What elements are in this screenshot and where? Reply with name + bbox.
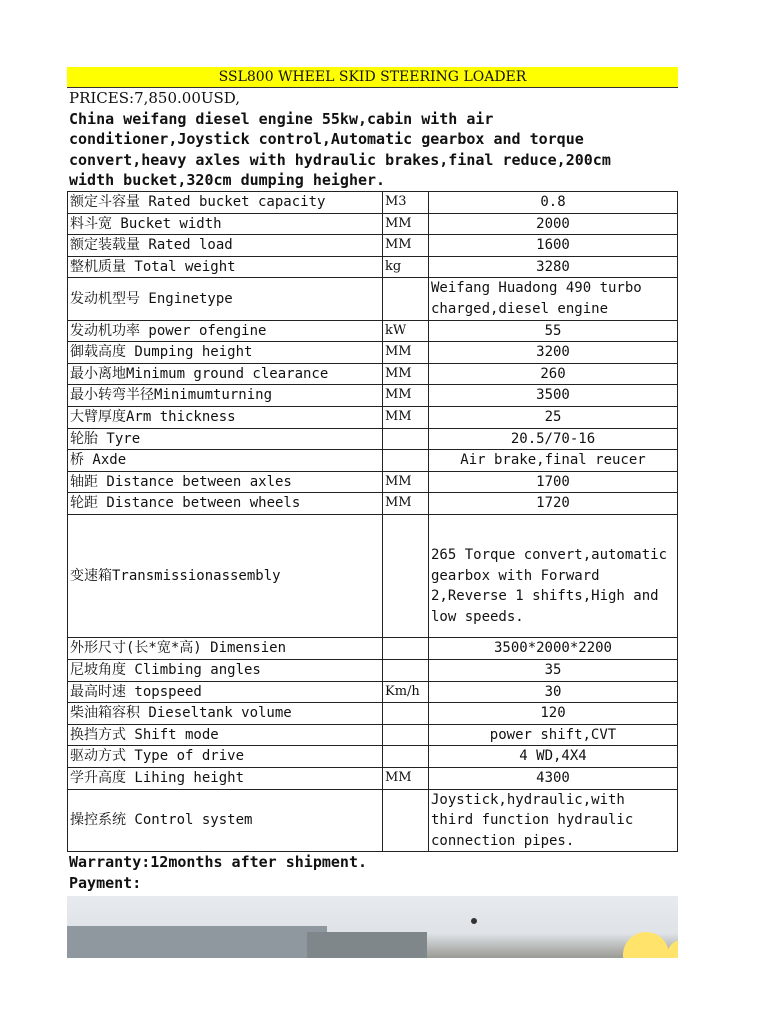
spec-value: 4300: [429, 768, 678, 790]
spec-unit: [383, 703, 429, 725]
spec-value: 20.5/70-16: [429, 428, 678, 450]
spec-unit: MM: [383, 385, 429, 407]
description-line: conditioner,Joystick control,Automatic gearbox and torque: [69, 130, 584, 149]
spec-unit: M3: [383, 191, 429, 213]
spec-row: [68, 428, 678, 450]
spec-value: 1720: [429, 493, 678, 515]
spec-name: 换挡方式 Shift mode: [68, 724, 383, 746]
spec-value: 1600: [429, 235, 678, 257]
spec-unit: MM: [383, 406, 429, 428]
spec-name: 发动机型号 Enginetype: [68, 278, 383, 320]
spec-unit: MM: [383, 471, 429, 493]
spec-unit: [383, 638, 429, 660]
spec-name: 学升高度 Lihing height: [68, 768, 383, 790]
spec-unit: [383, 789, 429, 852]
photo-balloon: [667, 940, 678, 958]
spec-unit: MM: [383, 493, 429, 515]
spec-name: 料斗宽 Bucket width: [68, 213, 383, 235]
spec-value: Weifang Huadong 490 turbo charged,diesel engine: [429, 278, 678, 320]
spec-row: [68, 493, 678, 515]
spec-unit: [383, 514, 429, 638]
spec-unit: [383, 660, 429, 682]
spec-value: 1700: [429, 471, 678, 493]
spec-value: 2000: [429, 213, 678, 235]
spec-row: [68, 256, 678, 278]
spec-unit: Km/h: [383, 681, 429, 703]
spec-unit: MM: [383, 768, 429, 790]
photo-building: [307, 932, 427, 958]
spec-row: [68, 385, 678, 407]
sheet-title: SSL800 WHEEL SKID STEERING LOADER: [67, 67, 678, 88]
spec-table-body: [68, 191, 678, 851]
spec-unit: [383, 278, 429, 320]
spec-table: [67, 191, 678, 852]
spec-unit: [383, 428, 429, 450]
spec-value: 55: [429, 320, 678, 342]
spec-value: 4 WD,4X4: [429, 746, 678, 768]
spec-name: 变速箱Transmissionassembly: [68, 514, 383, 638]
spec-unit: MM: [383, 342, 429, 364]
spec-row: [68, 450, 678, 472]
description-line: China weifang diesel engine 55kw,cabin with air: [69, 109, 494, 128]
spec-name: 整机质量 Total weight: [68, 256, 383, 278]
spec-name: 最高时速 topspeed: [68, 681, 383, 703]
spec-row: [68, 235, 678, 257]
photo-pole: [471, 918, 477, 924]
spec-name: 最小转弯半径Minimumturning: [68, 385, 383, 407]
spec-name: 柴油箱容积 Dieseltank volume: [68, 703, 383, 725]
spec-unit: [383, 450, 429, 472]
spec-row: [68, 406, 678, 428]
spec-row: [68, 191, 678, 213]
spec-value: Joystick,hydraulic,with third function hydraulic connection pipes.: [429, 789, 678, 852]
spec-row: [68, 320, 678, 342]
spec-name: 轮胎 Tyre: [68, 428, 383, 450]
spec-value: 265 Torque convert,automatic gearbox with Forward 2,Reverse 1 shifts,High and low speeds.: [429, 514, 678, 638]
spec-name: 额定斗容量 Rated bucket capacity: [68, 191, 383, 213]
spec-row: [68, 746, 678, 768]
spec-name: 御载高度 Dumping height: [68, 342, 383, 364]
spec-row: [68, 278, 678, 320]
spec-name: 桥 Axde: [68, 450, 383, 472]
spec-unit: MM: [383, 213, 429, 235]
spec-unit: kg: [383, 256, 429, 278]
spec-value: power shift,CVT: [429, 724, 678, 746]
spec-value: Air brake,final reucer: [429, 450, 678, 472]
spec-row: [68, 363, 678, 385]
spec-value: 260: [429, 363, 678, 385]
spec-row: [68, 789, 678, 852]
spec-name: 尼坡角度 Climbing angles: [68, 660, 383, 682]
spec-row: [68, 213, 678, 235]
spec-value: 30: [429, 681, 678, 703]
spec-row: [68, 724, 678, 746]
spec-name: 最小离地Minimum ground clearance: [68, 363, 383, 385]
spec-row: [68, 660, 678, 682]
spec-unit: MM: [383, 363, 429, 385]
spec-row: [68, 342, 678, 364]
spec-unit: MM: [383, 235, 429, 257]
spec-row: [68, 703, 678, 725]
photo-balloon: [623, 932, 669, 958]
spec-name: 大臂厚度Arm thickness: [68, 406, 383, 428]
spec-value: 35: [429, 660, 678, 682]
spec-value: 3500*2000*2200: [429, 638, 678, 660]
spec-name: 额定装载量 Rated load: [68, 235, 383, 257]
spec-value: 3500: [429, 385, 678, 407]
product-photo: [67, 896, 678, 958]
spec-value: 120: [429, 703, 678, 725]
spec-value: 3280: [429, 256, 678, 278]
warranty-line: Warranty:12months after shipment.: [69, 853, 368, 872]
spec-row: [68, 681, 678, 703]
spec-unit: [383, 724, 429, 746]
spec-value: 25: [429, 406, 678, 428]
photo-building: [67, 926, 327, 958]
spec-name: 外形尺寸(长*宽*高) Dimensien: [68, 638, 383, 660]
spec-value: 3200: [429, 342, 678, 364]
spec-name: 轮距 Distance between wheels: [68, 493, 383, 515]
spec-unit: [383, 746, 429, 768]
spec-row: [68, 638, 678, 660]
spec-sheet: [67, 67, 678, 914]
payment-line: Payment:: [69, 874, 142, 892]
spec-name: 操控系统 Control system: [68, 789, 383, 852]
price-line: PRICES:7,850.00USD,: [69, 89, 241, 107]
description-line: convert,heavy axles with hydraulic brakes,final reduce,200cm: [69, 150, 611, 169]
spec-unit: kW: [383, 320, 429, 342]
spec-value: 0.8: [429, 191, 678, 213]
spec-name: 轴距 Distance between axles: [68, 471, 383, 493]
spec-name: 驱动方式 Type of drive: [68, 746, 383, 768]
spec-name: 发动机功率 power ofengine: [68, 320, 383, 342]
spec-row: [68, 514, 678, 638]
spec-row: [68, 768, 678, 790]
spec-row: [68, 471, 678, 493]
description-line: width bucket,320cm dumping heigher.: [69, 171, 386, 190]
